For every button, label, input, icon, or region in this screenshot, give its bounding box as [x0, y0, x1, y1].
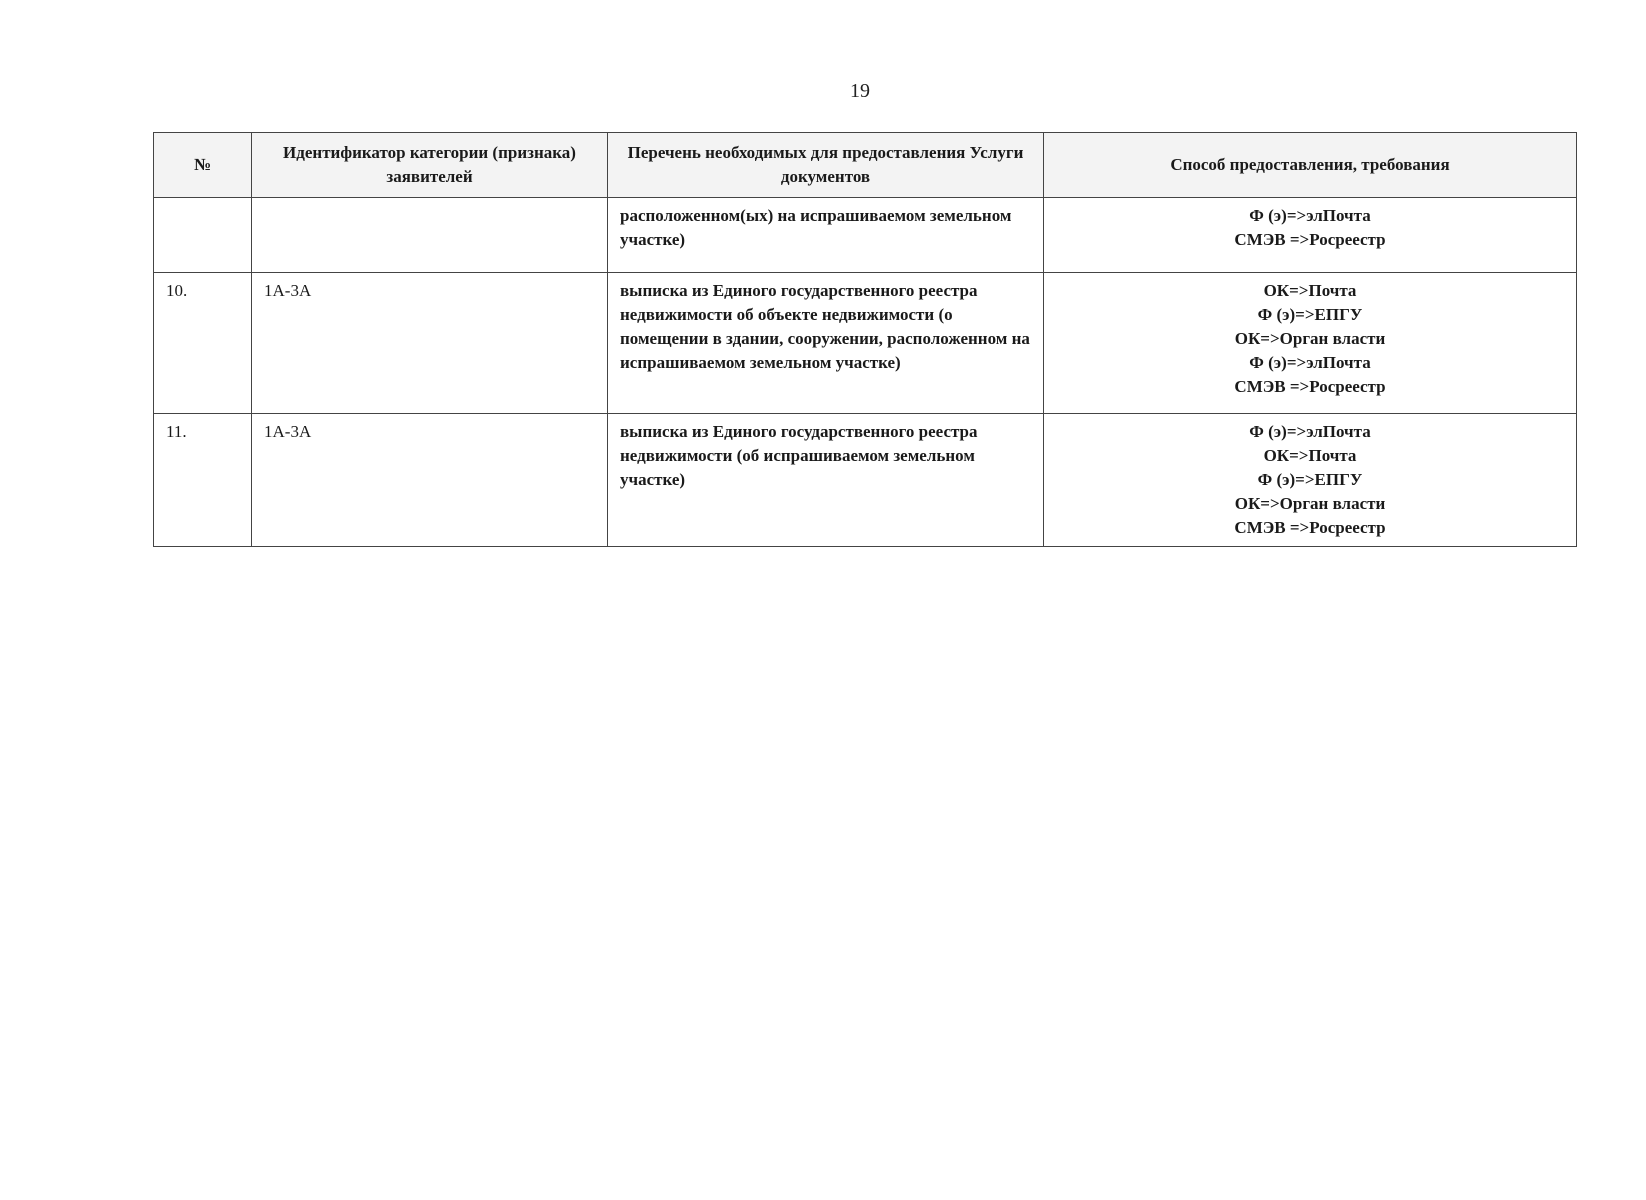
method-line: СМЭВ =>Росреестр: [1234, 230, 1386, 249]
table-header-row: [154, 133, 1577, 198]
row-documents: выписка из Единого государственного реестра недвижимости об объекте недвижимости (о помещении в здании, сооружении, расположенном на испрашиваемом земельном участке): [608, 273, 1044, 414]
row-documents: выписка из Единого государственного реестра недвижимости (об испрашиваемом земельном участке): [608, 414, 1044, 547]
row-number: 10.: [154, 273, 252, 414]
table-row: [154, 198, 1577, 273]
method-line: Ф (э)=>элПочта: [1249, 353, 1371, 372]
method-line: Ф (э)=>элПочта: [1249, 422, 1371, 441]
header-submission-method: Способ предоставления, требования: [1044, 133, 1577, 198]
method-line: Ф (э)=>элПочта: [1249, 206, 1371, 225]
page-number: 19: [850, 80, 870, 102]
method-line: ОК=>Орган власти: [1234, 494, 1386, 513]
row-methods: [1044, 273, 1577, 414]
row-number: [154, 198, 252, 273]
row-category-id: 1А-3А: [252, 273, 608, 414]
header-applicant-category-id: Идентификатор категории (признака) заявителей: [252, 133, 608, 198]
method-line: СМЭВ =>Росреестр: [1234, 377, 1386, 396]
method-line: Ф (э)=>ЕПГУ: [1257, 470, 1363, 489]
row-documents: расположенном(ых) на испрашиваемом земельном участке): [608, 198, 1044, 273]
method-line: Ф (э)=>ЕПГУ: [1257, 305, 1363, 324]
header-number: №: [154, 133, 252, 198]
method-line: ОК=>Почта: [1263, 446, 1357, 465]
row-category-id: [252, 198, 608, 273]
method-line: ОК=>Орган власти: [1234, 329, 1386, 348]
method-line: СМЭВ =>Росреестр: [1234, 518, 1386, 537]
table-row: [154, 273, 1577, 414]
row-number: 11.: [154, 414, 252, 547]
row-methods: [1044, 414, 1577, 547]
method-line: ОК=>Почта: [1263, 281, 1357, 300]
header-required-documents: Перечень необходимых для предоставления Услуги документов: [608, 133, 1044, 198]
row-category-id: 1А-3А: [252, 414, 608, 547]
documents-table: [153, 132, 1577, 547]
table-row: [154, 414, 1577, 547]
row-methods: [1044, 198, 1577, 273]
